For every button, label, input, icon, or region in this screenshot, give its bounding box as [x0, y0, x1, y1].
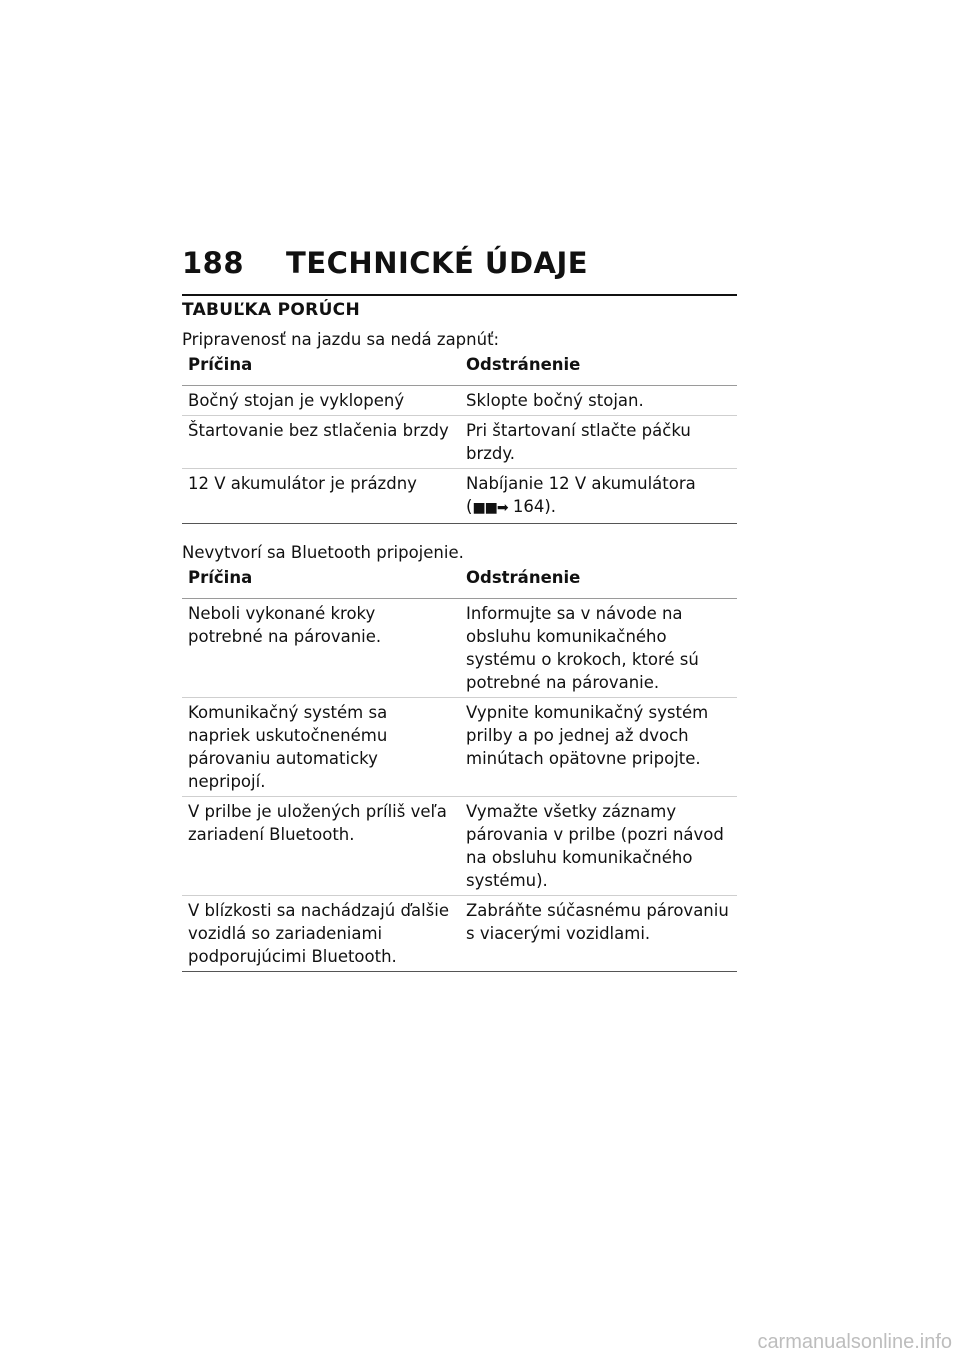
table-row	[182, 797, 737, 896]
cause-cell: V blízkosti sa nachádzajú ďalšie vozidlá so zariadeniami podporujúcimi Bluetooth.	[182, 896, 460, 972]
table1-intro: Pripravenosť na jazdu sa nedá zapnúť:	[182, 330, 500, 349]
page-header	[182, 246, 588, 280]
table2-intro: Nevytvorí sa Bluetooth pripojenie.	[182, 543, 464, 562]
cause-cell: V prilbe je uložených príliš veľa zariadení Bluetooth.	[182, 797, 460, 896]
remedy-cell: Sklopte bočný stojan.	[460, 386, 737, 416]
fault-table-ride-readiness	[182, 351, 737, 524]
table-row	[182, 416, 737, 469]
page-reference: 164).	[507, 497, 557, 516]
cause-cell: Neboli vykonané kroky potrebné na párovanie.	[182, 599, 460, 698]
cause-cell: Komunikačný systém sa napriek uskutočnenému párovaniu automaticky nepripojí.	[182, 698, 460, 797]
table-row	[182, 698, 737, 797]
fault-table-section	[182, 294, 737, 972]
column-header-cause: Príčina	[182, 351, 460, 386]
remedy-cell: Zabráňte súčasnému párovaniu s viacerými vozidlami.	[460, 896, 737, 972]
table-header-row	[182, 351, 737, 386]
remedy-cell: Pri štartovaní stlačte páčku brzdy.	[460, 416, 737, 469]
table-row	[182, 469, 737, 524]
remedy-cell: Informujte sa v návode na obsluhu komunikačného systému o krokoch, ktoré sú potrebné na párovanie.	[460, 599, 737, 698]
cause-cell: Bočný stojan je vyklopený	[182, 386, 460, 416]
remedy-cell: Vypnite komunikačný systém prilby a po jednej až dvoch minútach opätovne pripojte.	[460, 698, 737, 797]
column-header-remedy: Odstránenie	[460, 351, 737, 386]
column-header-cause: Príčina	[182, 564, 460, 599]
table-row	[182, 599, 737, 698]
column-header-remedy: Odstránenie	[460, 564, 737, 599]
cause-cell: Štartovanie bez stlačenia brzdy	[182, 416, 460, 469]
watermark: carmanualsonline.info	[757, 1331, 952, 1353]
table-row	[182, 896, 737, 972]
page-number: 188	[182, 246, 245, 280]
remedy-cell	[460, 469, 737, 524]
section-title: TABUĽKA PORÚCH	[182, 300, 360, 320]
cause-cell: 12 V akumulátor je prázdny	[182, 469, 460, 524]
page-reference-arrow-icon: ■■➡	[472, 500, 508, 516]
table-row	[182, 386, 737, 416]
chapter-title: TECHNICKÉ ÚDAJE	[286, 246, 589, 280]
table-header-row	[182, 564, 737, 599]
remedy-text: Nabíjanie 12 V akumulátora (	[466, 474, 696, 516]
fault-table-bluetooth	[182, 564, 737, 972]
remedy-cell: Vymažte všetky záznamy párovania v prilbe (pozri návod na obsluhu komunikačného systému).	[460, 797, 737, 896]
